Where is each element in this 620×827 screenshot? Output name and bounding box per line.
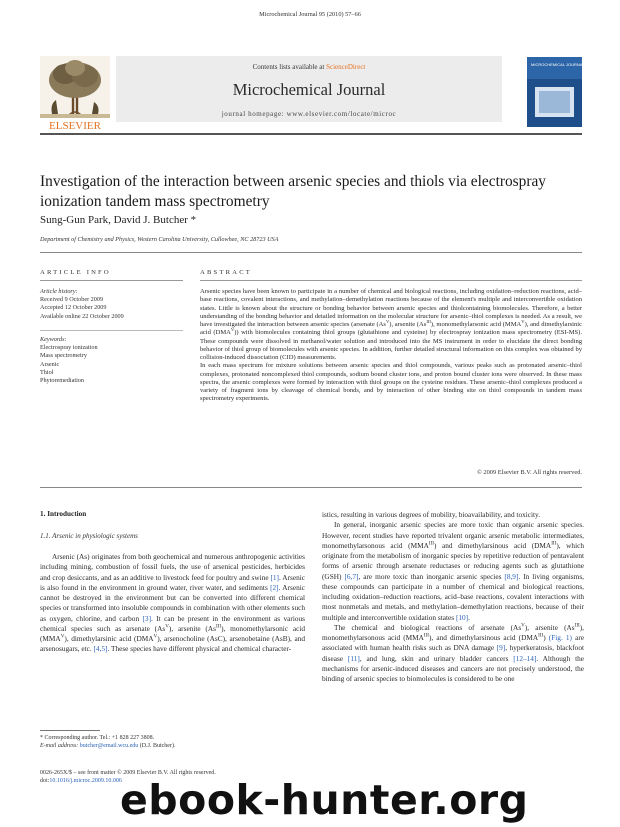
- article-info-rule: [40, 280, 183, 281]
- contents-prefix: Contents lists available at: [252, 63, 327, 71]
- section-heading: 1. Introduction: [40, 510, 87, 518]
- doi-line: doi:10.1016/j.microc.2009.10.006: [40, 778, 122, 784]
- body-column-left: [40, 552, 305, 655]
- reference-link[interactable]: [12–14]: [513, 653, 537, 663]
- elsevier-tree-icon: [40, 56, 110, 132]
- abstract-paragraph-1: Arsenic species have been known to participate in a number of chemical and biological reactions, including oxidation–reduction reactions, acid–base reactions, covalent interactions, and methylation–demethylation reactions because of the element's multiple and interconvertible oxidation states. Little is known about the structure or bonding behavior between arsenic species and thiolcontaining biomolecules. Therefore, a better understanding of the bonding behavior and detailed information on the molecular structure for arsenic–thiol complexes is needed. As a result, we have investigated the interaction between arsenic species (arsenate $(As^V)$, arsenite $(As^{III})$, monomethylarsonic acid $(MMA^V)$, and dimethylarsinic acid $(DMA^V)$) with biomolecules containing thiol groups (glutathione and cysteine) by electrospray ionization mass spectrometry (ESI-MS). These compounds were dissolved in methanol/water solution and introduced into the MS instrument in order to elucidate the direct bonding behavior of thiol group of biomolecules with arsenic species. In addition, further detailed structural information on this complex was obtained by collision-induced dissociation (CID) measurements.: [200, 288, 583, 361]
- affiliation: Department of Chemistry and Physics, Western Carolina University, Cullowhee, NC 28723 USA: [40, 236, 279, 243]
- keyword: Mass spectrometry: [40, 352, 87, 360]
- abstract-bottom-rule: [40, 487, 582, 488]
- history-label: Article history:: [40, 288, 78, 295]
- reference-link[interactable]: [9]: [496, 643, 506, 653]
- keywords-label: Keywords:: [40, 336, 67, 343]
- reference-link[interactable]: [2]: [270, 582, 279, 592]
- journal-reference: Microchemical Journal 95 (2010) 57–66: [259, 11, 361, 18]
- subsection-heading: 1.1. Arsenic in physiologic systems: [40, 532, 138, 540]
- doi-link[interactable]: 10.1016/j.microc.2009.10.006: [49, 778, 122, 784]
- body-paragraph: The chemical and biological reactions of arsenate $(As^V)$, arsenite $(As^{III})$, monomethylarsonous acid $(MMA^{III})$, and dimethylarsinous acid $(DMA^{III})$ (Fig. 1) are associated with human health risks such as DNA damage [9], hyperkeratosis, blackfoot disease [11], and lung, skin and urinary bladder cancers [12–14]. Although the mechanisms for arsenic-induced diseases and cancers are not precisely understood, the binding of arsenic species to biomolecules is considered to be one: [322, 622, 585, 683]
- body-paragraph: istics, resulting in various degrees of mobility, bioavailability, and toxicity.: [322, 510, 541, 519]
- reference-link[interactable]: [4,5]: [93, 644, 108, 654]
- footnote-email: E-mail address: butcher@email.wcu.edu (D.J. Butcher).: [40, 743, 176, 749]
- history-online: Available online 22 October 2009: [40, 312, 124, 320]
- elsevier-wordmark: ELSEVIER: [49, 120, 101, 132]
- footnote-rule: [40, 730, 100, 731]
- body-paragraph: Arsenic (As) originates from both geochemical and numerous anthropogenic activities including mining, combustion of fossil fuels, the use of arsenical pesticides, herbicides and crop desiccants, and as an additive to livestock feed for poultry and swine [1]. Arsenic is also found in the environment in ground water, river water, and sediments [2]. Arsenic cannot be destroyed in the environment but can be converted into different chemical species or transformed into insoluble compounds in combination with other elements such as oxygen, chlorine, and carbon [3]. It can be present in the environment as various chemical species such as arsenate $(As^V)$, arsenite $(As^{III})$, monomethylarsonic acid $(MMA^V)$, dimethylarsinic acid $(DMA^V)$, arsenocholine (AsC), arsenobetaine (AsB), and arsenosugars, etc. [4,5]. These species have different physical and chemical character-: [40, 552, 305, 654]
- author-line: [40, 214, 196, 226]
- keyword: Electrospray ionization: [40, 344, 98, 352]
- abstract-text: [200, 288, 582, 404]
- article-info-heading: ARTICLE INFO: [40, 269, 111, 276]
- figure-link[interactable]: (Fig. 1): [548, 633, 572, 642]
- authors: Sung-Gun Park, David J. Butcher: [40, 214, 188, 226]
- reference-link[interactable]: [6,7]: [344, 571, 359, 581]
- keywords-rule: [40, 330, 183, 331]
- keyword: Arsenic: [40, 360, 60, 368]
- email-link[interactable]: butcher@email.wcu.edu: [79, 743, 139, 749]
- keyword: Phytoremediation: [40, 377, 84, 385]
- reference-link[interactable]: [1]: [270, 572, 279, 582]
- article-title: Investigation of the interaction between arsenic species and thiols via electrospray ionization tandem mass spectrometry: [40, 173, 546, 210]
- history-received: Received 9 October 2009: [40, 296, 104, 304]
- watermark: ebook-hunter.org: [120, 776, 529, 824]
- journal-cover-icon: [527, 57, 582, 127]
- corresponding-author-mark[interactable]: *: [190, 214, 197, 226]
- abstract-rule: [200, 280, 582, 281]
- cover-title: MICROCHEMICAL JOURNAL: [531, 62, 582, 67]
- body-paragraph: In general, inorganic arsenic species are more toxic than organic arsenic species. However, recent studies have reported trivalent organic arsenic metabolic intermediates, monomethylarsonous acid $(MMA^{III})$ and dimethylarsinous acid $(DMA^{III})$, which originate from the metabolism of inorganic species by repetitive reduction of pentavalent forms of arsenic through arsenate reductases or reducing agents such as glutathione (GSH) [6,7], are more toxic than inorganic arsenic species [8,9]. In living organisms, these compounds can participate in a number of chemical and biological reactions, including oxidation–reduction reactions, acid–base reactions, covalent interactions with most nonmetals and metals, and methylation–demethylation reactions, because of their multiple and interconvertible oxidation states [10].: [322, 520, 584, 622]
- elsevier-logo: [40, 56, 110, 132]
- reference-link[interactable]: [8,9]: [504, 571, 519, 581]
- history-accepted: Accepted 12 October 2009: [40, 304, 107, 312]
- reference-link[interactable]: [11]: [347, 653, 360, 663]
- info-divider: [40, 252, 582, 253]
- footnote-author: * Corresponding author. Tel.: +1 828 227 3808.: [40, 735, 155, 741]
- keyword: Thiol: [40, 368, 54, 376]
- journal-cover: [527, 57, 582, 127]
- abstract-heading: ABSTRACT: [200, 269, 253, 276]
- issn-line: 0026-265X/$ – see front matter © 2009 Elsevier B.V. All rights reserved.: [40, 770, 216, 776]
- header-divider: [40, 133, 582, 135]
- reference-link[interactable]: [10]: [455, 612, 469, 622]
- reference-link[interactable]: [3]: [142, 613, 152, 623]
- body-column-right: [322, 510, 584, 684]
- keywords-block: [40, 336, 183, 385]
- journal-homepage[interactable]: journal homepage: www.elsevier.com/locate/microc: [221, 110, 397, 118]
- contents-line: [116, 63, 502, 71]
- abstract-paragraph-2: In each mass spectrum for mixture solutions between arsenic species and thiol compounds, various peaks such as protonated arsenic–thiol complexes, protonated noncomplexed thiol compounds, sodium bound cluster ions, and proton bound cluster ions were observed. In these mass spectra, the arsenic complexes were formed by interaction with thiol groups on the cysteine residues. These arsenic–thiol complexes produced a variety of fragment ions by cleavage of chemical bonds, and by interaction of other binding site on thiol compounds in tandem mass spectrometry experiments.: [200, 362, 582, 403]
- sciencedirect-link[interactable]: ScienceDirect: [326, 63, 366, 71]
- article-history: [40, 288, 183, 321]
- journal-title: Microchemical Journal: [232, 80, 386, 99]
- copyright: © 2009 Elsevier B.V. All rights reserved.: [476, 469, 582, 476]
- footnote: [40, 734, 305, 750]
